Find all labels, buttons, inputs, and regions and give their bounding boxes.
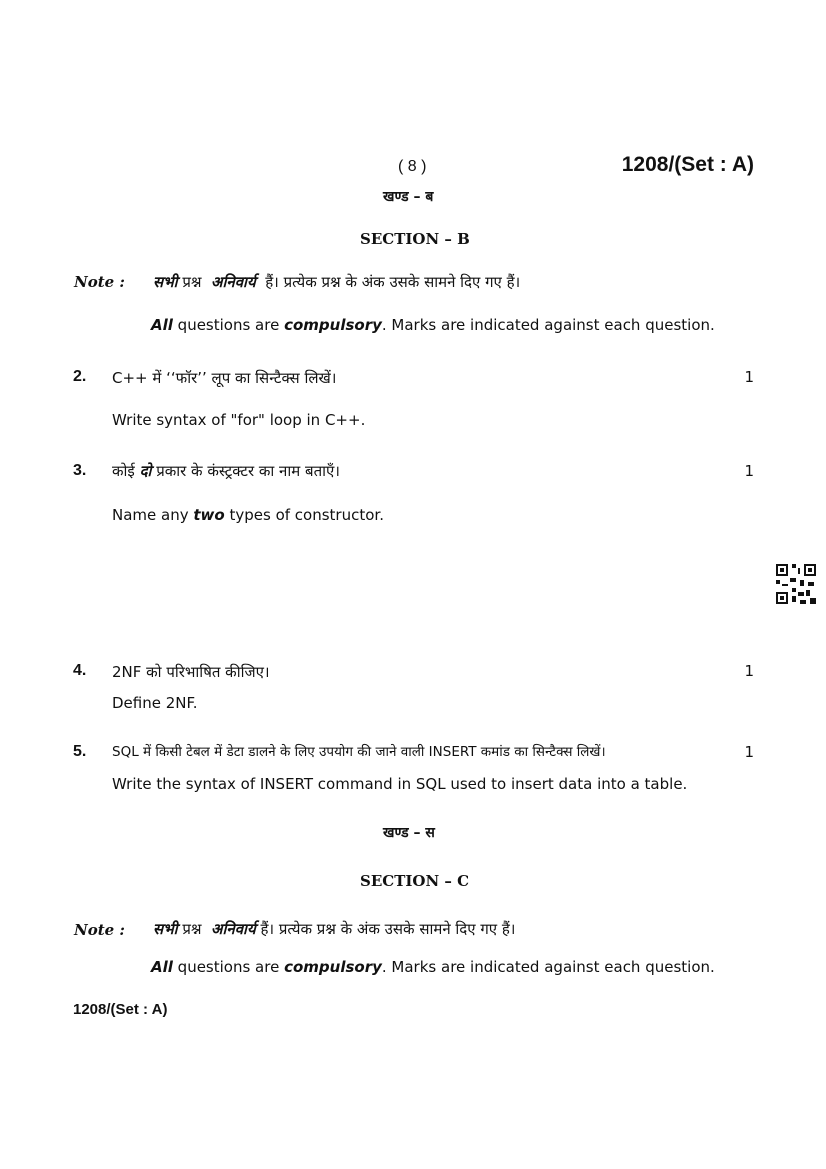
- note-hindi-part: अनिवार्य: [211, 273, 256, 291]
- question-english: Write the syntax of INSERT command in SQL used to insert data into a table.: [112, 775, 688, 793]
- note-english-part: . Marks are indicated against each question.: [381, 316, 715, 334]
- question-hindi: 2NF को परिभाषित कीजिए।: [112, 663, 270, 681]
- note-hindi-part: सभी: [153, 920, 178, 938]
- note-english-part: questions are: [172, 958, 285, 976]
- note-english-part: All: [151, 316, 173, 334]
- note-label: Note :: [74, 921, 125, 939]
- question-english: Write syntax of "for" loop in C++.: [112, 411, 366, 429]
- question-english: Define 2NF.: [112, 694, 198, 712]
- note-english: [151, 958, 715, 976]
- question-hindi: SQL में किसी टेबल में डेटा डालने के लिए उपयोग की जाने वाली INSERT कमांड का सिन्टैक्स लिखें।: [112, 744, 606, 760]
- question-number: 5.: [73, 743, 87, 760]
- question-number: 4.: [73, 662, 87, 679]
- question-marks: 1: [744, 462, 754, 480]
- note-english-part: . Marks are indicated against each question.: [381, 958, 715, 976]
- qr-code-icon: [776, 564, 816, 604]
- note-hindi-part: अनिवार्य: [211, 920, 256, 938]
- note-english-part: questions are: [172, 316, 285, 334]
- note-hindi-part: प्रश्न: [182, 920, 202, 938]
- note-english-part: All: [151, 958, 173, 976]
- question-hindi-part: दो: [139, 462, 152, 480]
- section-c-heading: SECTION – C: [360, 872, 470, 890]
- note-hindi: [153, 919, 515, 939]
- question-marks: 1: [744, 662, 754, 680]
- page-number: ( 8 ): [398, 158, 427, 175]
- question-number: 3.: [73, 462, 87, 479]
- question-marks: 1: [744, 368, 754, 386]
- question-hindi: [112, 461, 340, 481]
- note-hindi: [153, 272, 520, 292]
- paper-code: 1208/(Set : A): [621, 153, 754, 176]
- note-label: Note :: [74, 273, 125, 291]
- question-hindi-part: कोई: [112, 462, 135, 480]
- question-english-part: types of constructor.: [224, 506, 384, 524]
- footer-paper-code: 1208/(Set : A): [73, 1001, 168, 1018]
- note-hindi-part: सभी: [153, 273, 178, 291]
- question-english-part: Name any: [112, 506, 194, 524]
- note-hindi-part: प्रश्न: [182, 273, 202, 291]
- section-b-heading: SECTION – B: [360, 230, 470, 248]
- question-hindi: C++ में ‘‘फॉर’’ लूप का सिन्टैक्स लिखें।: [112, 369, 337, 387]
- section-c-hindi-heading: खण्ड – स: [383, 825, 435, 841]
- section-b-hindi-heading: खण्ड – ब: [383, 189, 434, 205]
- question-hindi-part: प्रकार के कंस्ट्रक्टर का नाम बताएँ।: [156, 462, 340, 480]
- question-english: [112, 506, 384, 524]
- note-hindi-part: हैं। प्रत्येक प्रश्न के अंक उसके सामने दिए गए हैं।: [260, 920, 516, 938]
- note-english-part: compulsory: [284, 316, 382, 334]
- question-english-part: two: [193, 506, 225, 524]
- note-english: [151, 316, 715, 334]
- note-english-part: compulsory: [284, 958, 382, 976]
- note-hindi-part: हैं। प्रत्येक प्रश्न के अंक उसके सामने दिए गए हैं।: [265, 273, 521, 291]
- question-number: 2.: [73, 368, 87, 385]
- question-marks: 1: [744, 743, 754, 761]
